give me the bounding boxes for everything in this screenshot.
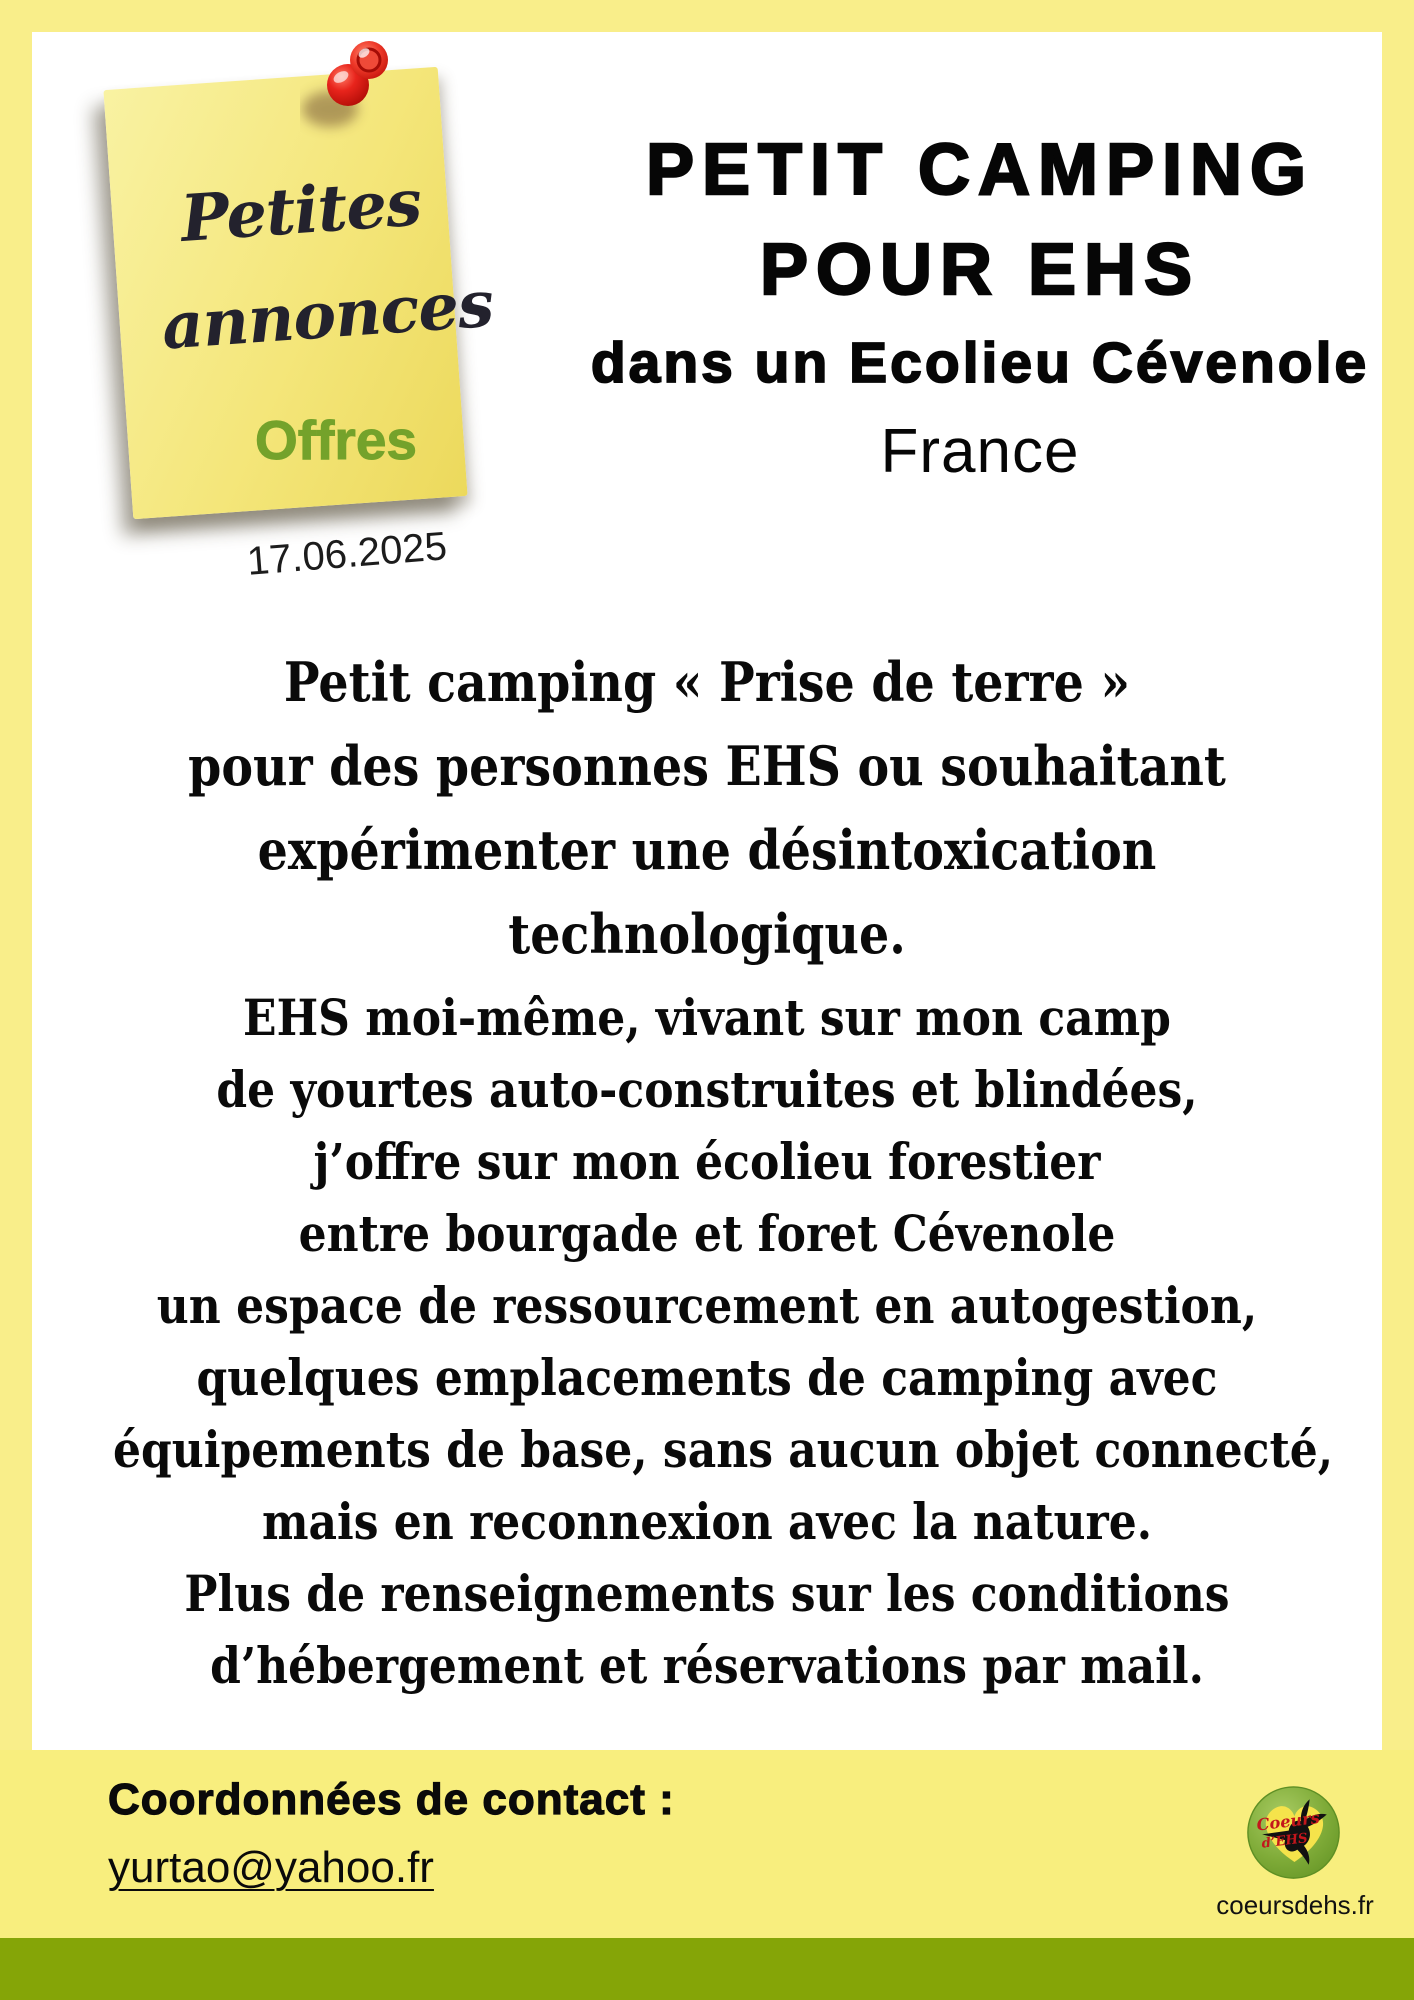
sticky-note-script [109, 149, 496, 384]
intro-line: expérimenter une désintoxication [257, 818, 1157, 882]
details-line: j’offre sur mon écolieu forestier [313, 1132, 1101, 1191]
details-paragraph [113, 982, 1334, 1702]
pushpin-icon [300, 33, 400, 143]
contact-heading: Coordonnées de contact : [108, 1775, 675, 1824]
details-line: mais en reconnexion avec la nature. [261, 1492, 1153, 1551]
details-line: EHS moi-même, vivant sur mon camp [243, 988, 1171, 1047]
date-label: 17.06.2025 [245, 524, 449, 584]
intro-line: Petit camping « Prise de terre » [283, 650, 1131, 714]
logo-text-line2: d’EHS [1260, 1831, 1309, 1852]
details-line: d’hébergement et réservations par mail. [210, 1636, 1204, 1695]
title-line1: PETIT CAMPING [645, 130, 1314, 210]
details-line: de yourtes auto-construites et blindées, [216, 1060, 1198, 1119]
website-label: coeursdehs.fr [1216, 1890, 1374, 1920]
details-line: Plus de renseignements sur les conditions [184, 1564, 1230, 1623]
details-line: un espace de ressourcement en autogestion, [156, 1276, 1258, 1335]
title-subtitle: dans un Ecolieu Cévenole [590, 331, 1370, 395]
coeurs-dehs-logo [1246, 1785, 1341, 1880]
details-line: entre bourgade et foret Cévenole [298, 1204, 1116, 1263]
details-line: équipements de base, sans aucun objet connecté, [113, 1420, 1334, 1479]
details-line: quelques emplacements de camping avec [196, 1348, 1218, 1407]
intro-line: technologique. [508, 902, 906, 966]
sticky-note-line1: Petites [178, 165, 424, 258]
sticky-note-line2: annonces [159, 266, 496, 365]
title-line2: POUR EHS [759, 230, 1201, 310]
intro-line: pour des personnes EHS ou souhaitant [188, 734, 1226, 798]
offers-badge: Offres [255, 409, 417, 471]
intro-paragraph [113, 640, 1301, 976]
logo-text-line1: Coeurs [1255, 1808, 1321, 1835]
title-block [545, 120, 1414, 498]
title-location: France [880, 417, 1080, 486]
contact-email-link[interactable]: yurtao@yahoo.fr [108, 1843, 434, 1892]
bottom-green-bar [0, 1938, 1414, 2000]
